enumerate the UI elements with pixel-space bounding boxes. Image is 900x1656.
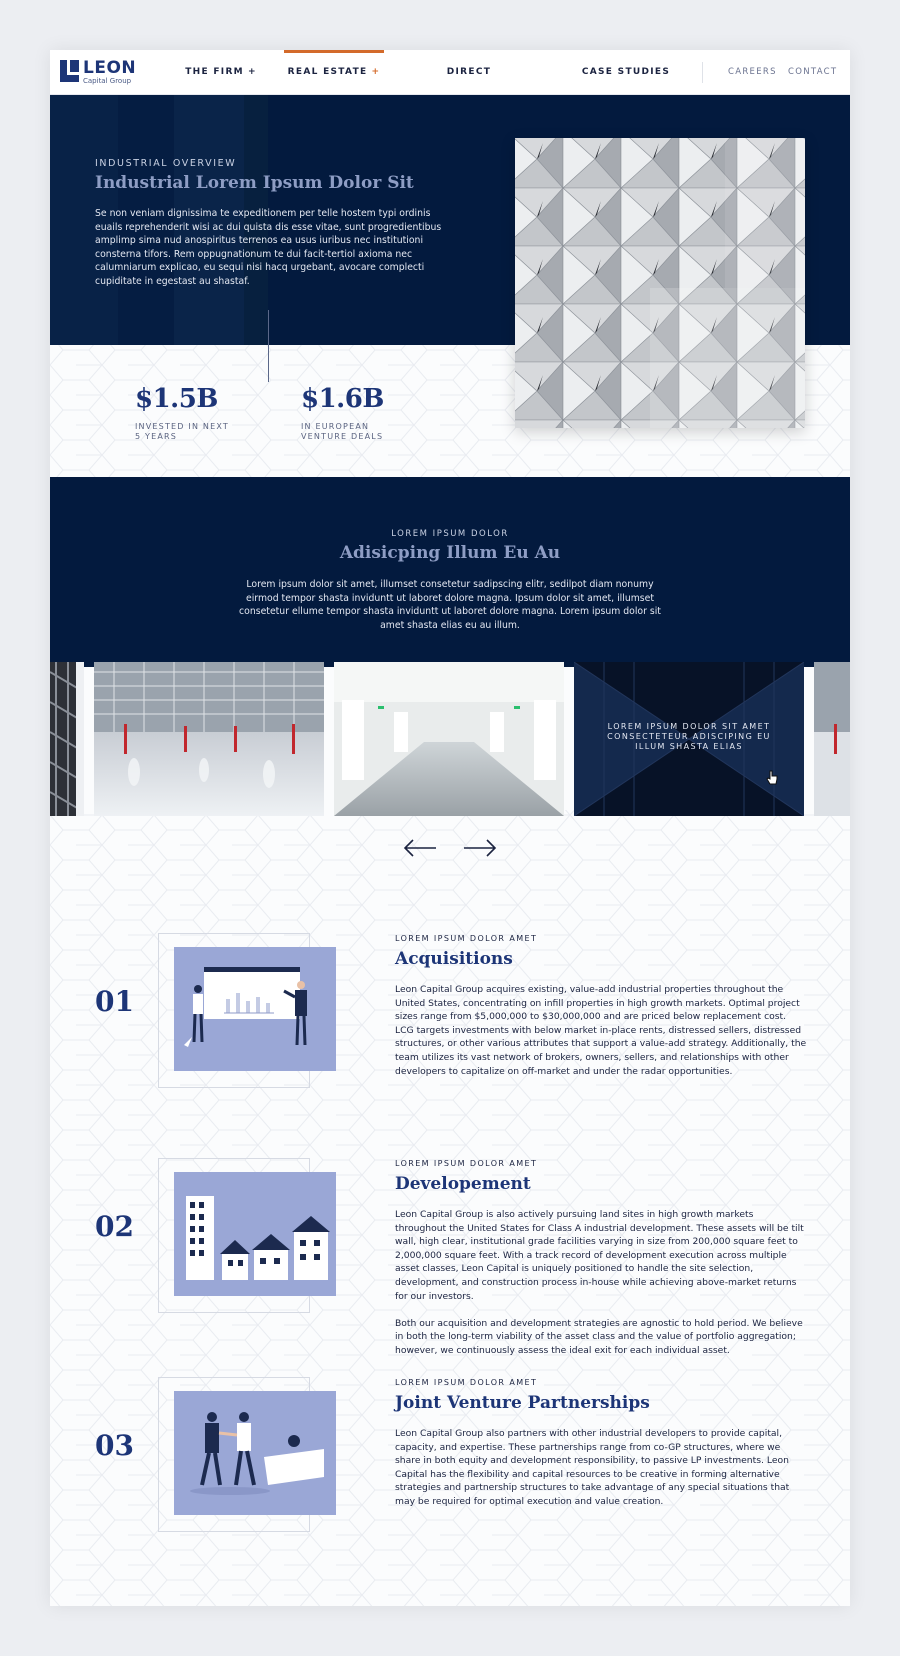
nav-label: REAL ESTATE [287,67,368,77]
parking-garage-image [334,662,564,816]
step-eyebrow: LOREM IPSUM DOLOR AMET [395,934,538,943]
band-body: Lorem ipsum dolor sit amet, illumset consetetur sadipscing elitr, sedilpot diam nonumy eirmod tempor shasta inviduntt ut laboret dolore magna. Ipsum dolor sit amet, illumset consetetur ellume tempor shasta inviduntt ut laboret dolore magna. Lorem ipsum dolor sit amet shasta elias eu au illum. [239,579,661,631]
step-body [395,1427,807,1509]
stat-label-line: 5 YEARS [135,432,178,441]
carousel-slide-partial-right[interactable] [814,662,850,816]
nav-contact[interactable]: CONTACT [788,67,838,77]
step-paragraph: Leon Capital Group acquires existing, value-add industrial properties throughout the United States, concentrating on infill properties in high growth markets. Optimal project sizes range from $5,000,000 to $30,000,000 and are priced below replacement cost. LCG targets investments with below market in-place rents, distressed sellers, distressed structures, or other various attributes that support a value-add strategy. Additionally, the team utilizes its vast network of brokers, owners, sellers, and relationships with other developers to capitalize on off-market and under the radar opportunities. [395,984,807,1077]
slide-caption: LOREM IPSUM DOLOR SIT AMET CONSECTETEUR ADISCIPING EU ILLUM SHASTA ELIAS [607,722,771,751]
geometric-facade-image [515,138,805,428]
step-eyebrow: LOREM IPSUM DOLOR AMET [395,1378,538,1387]
nav-case-studies[interactable] [570,50,682,95]
carousel-slide-warehouse[interactable] [94,662,324,816]
arrow-left-icon[interactable] [403,838,437,858]
step-title: Developement [395,1174,531,1194]
handshake-illustration [174,1391,336,1515]
band-eyebrow: LOREM IPSUM DOLOR [391,529,509,539]
nav-the-firm[interactable] [183,50,259,95]
logo-mark-icon [60,60,79,82]
buildings-illustration [174,1172,336,1296]
step-title: Acquisitions [395,949,513,969]
logo-name: LEON [83,58,137,78]
stat-label-line: INVESTED IN NEXT [135,422,229,431]
band-title: Adisicping Illum Eu Au [339,543,561,563]
step-number: 03 [95,1429,134,1462]
site-header [50,50,850,95]
step-number: 02 [95,1210,134,1243]
intro-band [50,477,850,667]
nav-careers[interactable]: CAREERS [728,67,777,77]
hero-body: Se non veniam dignissima te expeditionem per telle hostem typi ordinis euails reprehenderit wisi ac dui quista dis esse vitae, sunt progredientibus amplimp sima nud anospiritus terrenos ea usus iuribus nec institutioni consterna tifors. Rem oppugnationum te dui facit-tertiol axioma nec calumniarum explicao, eu sequi nisi hacq urgebant, avocare complecti cupiditate in egestast au shastaf. [95,208,442,287]
step-body [395,1208,807,1358]
page [50,50,850,1606]
nav-label: THE FIRM [185,67,244,77]
nav-label: DIRECT [446,67,492,77]
nav-divider [702,62,703,83]
stat-european [301,384,411,442]
step-eyebrow: LOREM IPSUM DOLOR AMET [395,1159,538,1168]
stat-label [301,422,411,442]
arrow-right-icon[interactable] [463,838,497,858]
step-paragraph: Leon Capital Group is also actively pursuing land sites in high growth markets throughout the United States for Class A industrial development. These assets will be tilt wall, high clear, institutional grade facilities varying in size from 200,000 square feet to 2,000,000 square feet. With a track record of development execution across multiple asset classes, Leon Capital is uniquely positioned to handle the site selection, development, and construction process in-house while achieving above-market returns for our investors. [395,1209,804,1302]
stat-label-line: VENTURE DEALS [301,432,384,441]
carousel-slide-dark[interactable] [574,662,804,816]
logo-subtitle: Capital Group [83,77,132,85]
stat-value: $1.5B [135,384,218,414]
presentation-illustration [174,947,336,1071]
hero-title: Industrial Lorem Ipsum Dolor Sit [95,173,414,193]
stat-invested [135,384,245,442]
step-paragraph: Both our acquisition and development strategies are agnostic to hold period. We believe in both the long-term viability of the asset class and the value of portfolio aggregation; however, we continuously assess the ideal exit for each individual asset. [395,1317,803,1356]
warehouse-image [94,662,324,816]
nav-direct-investments[interactable] [402,50,536,95]
logo[interactable] [60,60,136,85]
plus-icon: + [247,67,257,77]
hand-pointer-icon [766,770,778,786]
step-paragraph: Leon Capital Group also partners with other industrial developers to provide capital, capacity, and expertise. These partnerships range from co-GP structures, where we share in both equity and development responsibility, to passive LP investments. Leon Capital has the flexibility and capital resources to be creative in forming alternative strategies and partnership structures to take advantage of any special situations that may be required for optimal execution and value creation. [395,1428,790,1507]
carousel-slide-garage[interactable] [334,662,564,816]
step-title: Joint Venture Partnerships [395,1393,650,1413]
nav-label: CASE STUDIES [581,67,671,77]
stat-label-line: IN EUROPEAN [301,422,370,431]
plus-icon: + [371,67,381,77]
step-number: 01 [95,985,134,1018]
hero-eyebrow: INDUSTRIAL OVERVIEW [95,158,237,169]
nav-real-estate[interactable] [284,50,384,95]
stat-value: $1.6B [301,384,384,414]
carousel-slide-partial-left[interactable] [50,662,84,816]
stat-label [135,422,245,442]
hero-divider-line [268,310,269,382]
step-body [395,983,807,1078]
